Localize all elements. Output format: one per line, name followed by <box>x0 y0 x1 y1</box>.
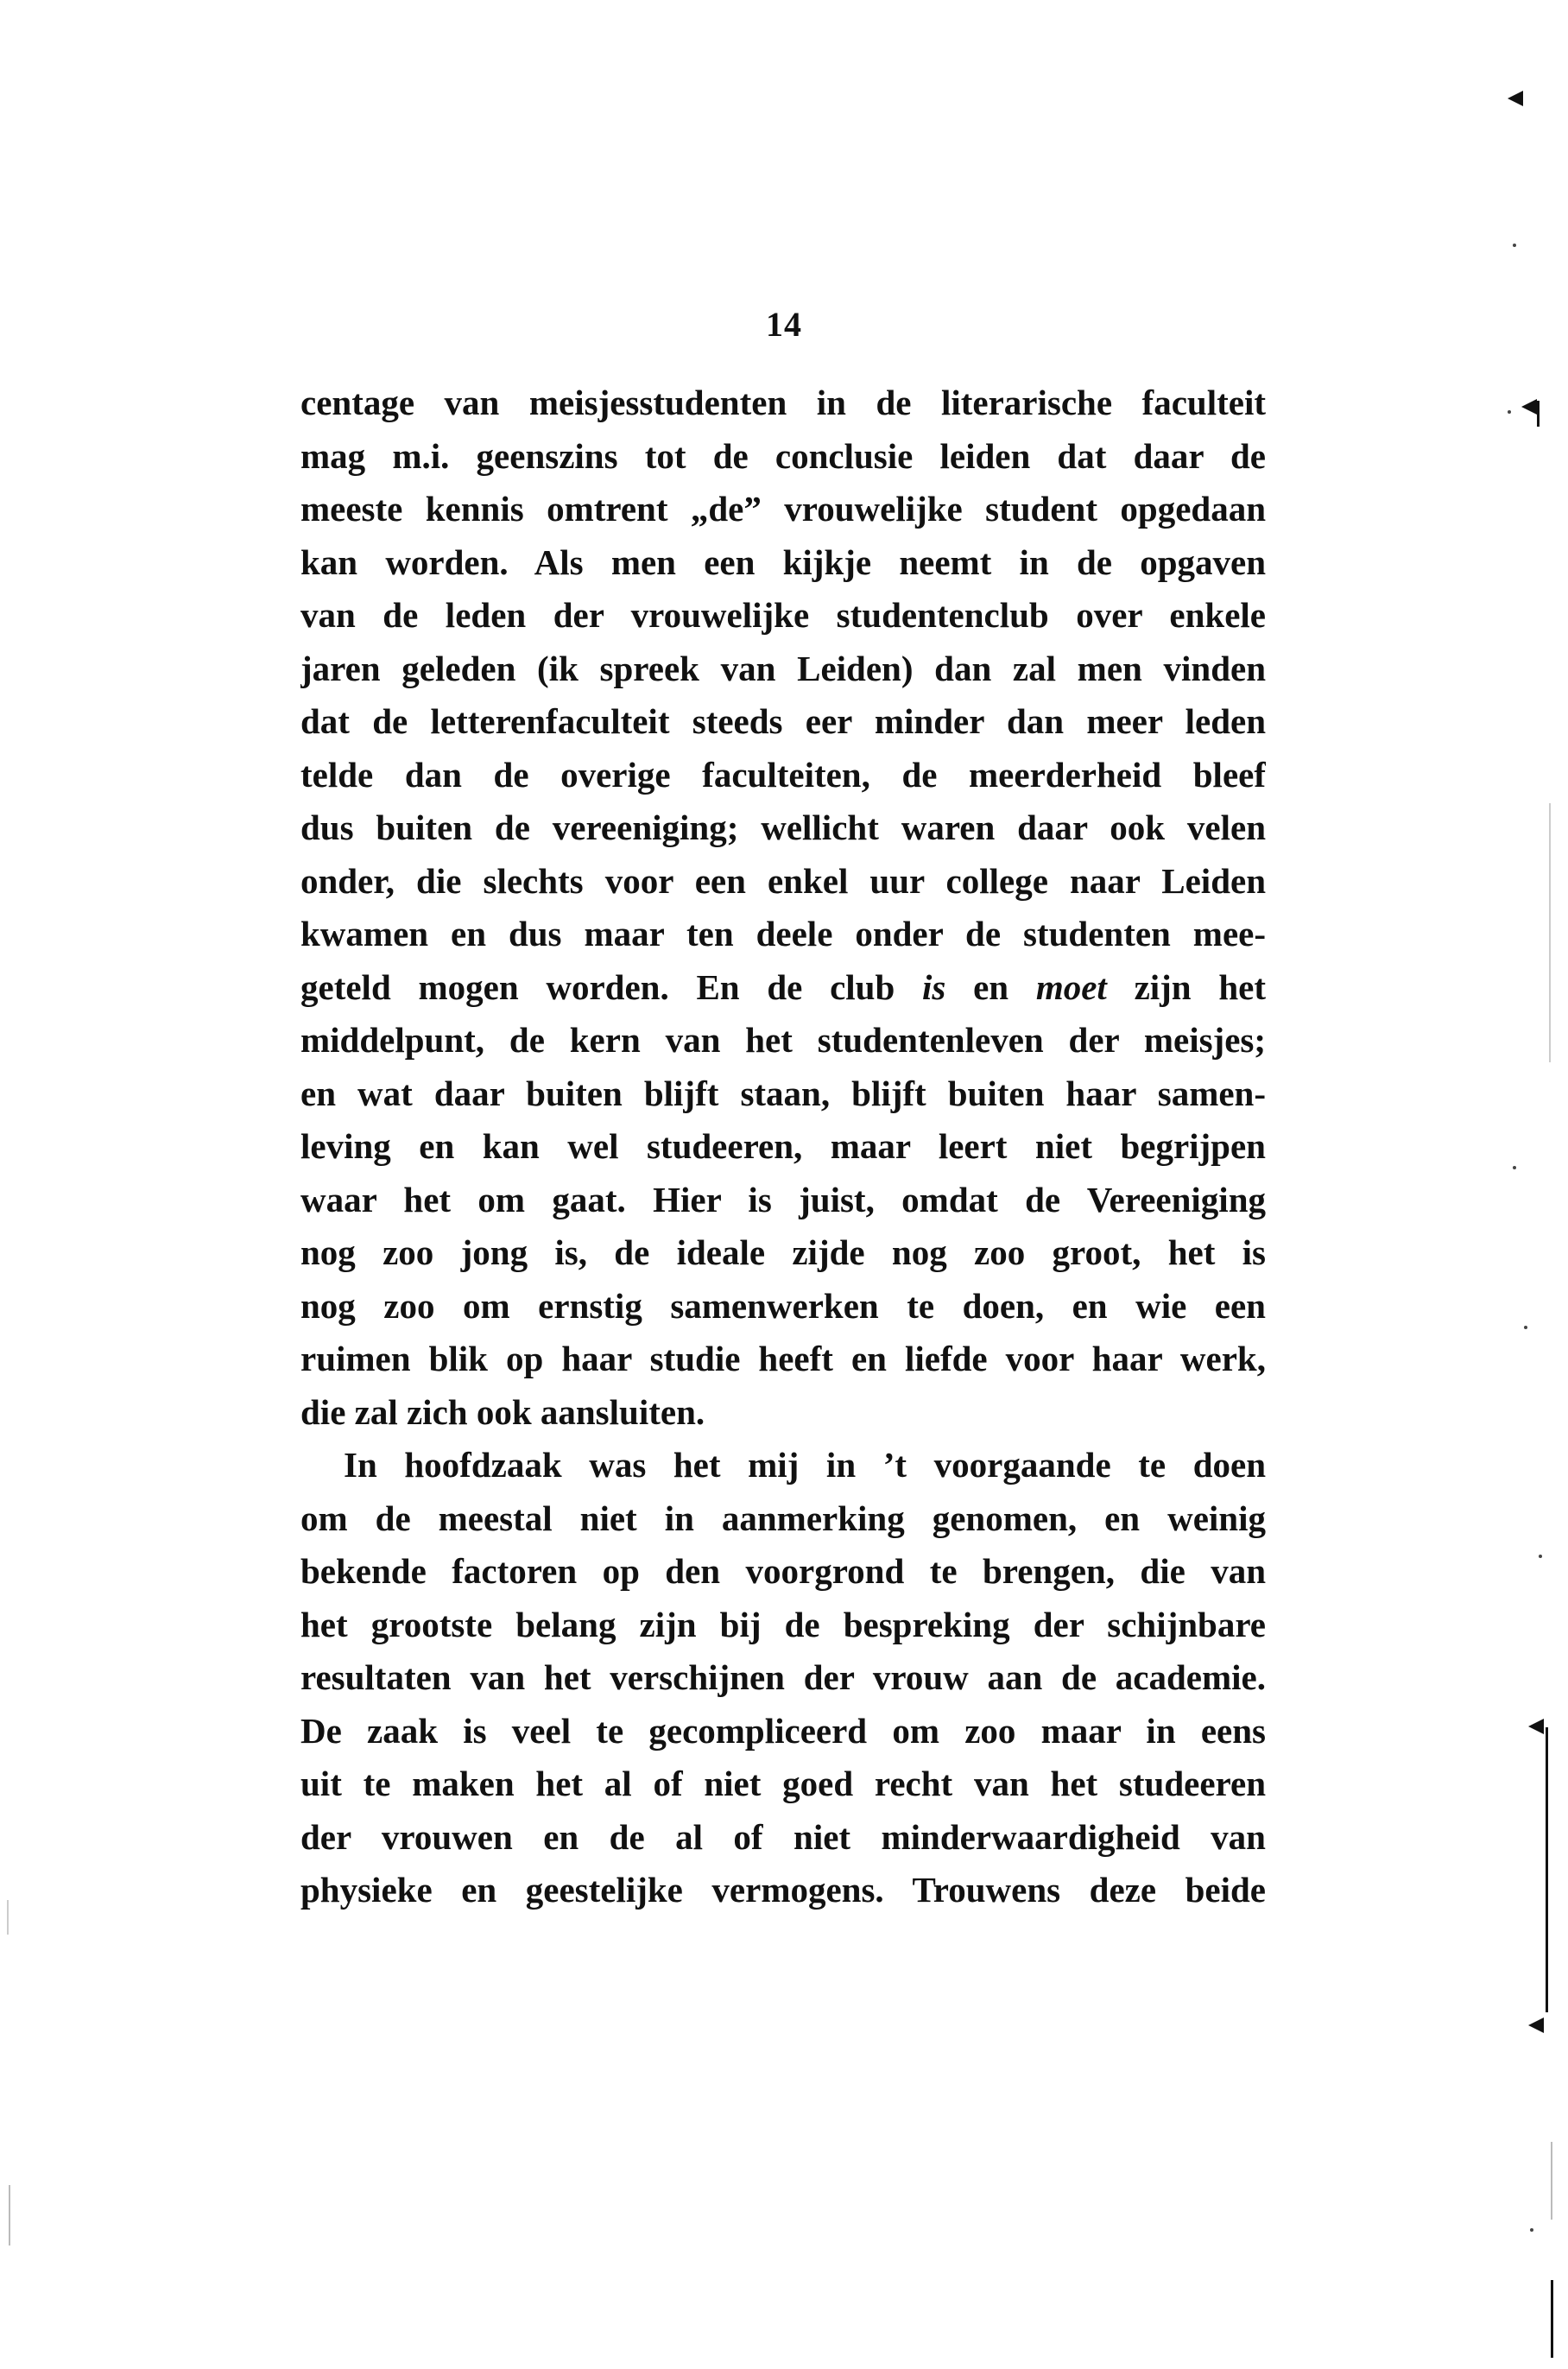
scan-dot <box>1530 2228 1533 2232</box>
text-line: resultaten van het verschijnen der vrouw aan de academie. <box>300 1657 1266 1697</box>
text-line: die zal zich ook aansluiten. <box>300 1391 705 1432</box>
scan-line <box>1551 2142 1552 2220</box>
text-line: kwamen en dus maar ten deele onder de studenten mee- <box>300 914 1266 953</box>
text-line: dus buiten de vereeniging; wellicht waren daar ook velen <box>300 808 1266 847</box>
scan-mark-icon <box>1528 2017 1544 2033</box>
scan-dot <box>1508 410 1511 414</box>
page-number: 14 <box>766 305 802 344</box>
emphasis-is: is <box>922 966 946 1007</box>
scan-line <box>1537 401 1540 427</box>
scan-dot <box>1539 1555 1542 1558</box>
text-line: nog zoo jong is, de ideale zijde nog zoo groot, het is <box>300 1232 1266 1272</box>
scan-mark-icon <box>1521 399 1537 415</box>
scan-line <box>1551 2280 1553 2358</box>
text-line: het grootste belang zijn bij de bespreking der schijnbare <box>300 1604 1266 1644</box>
scan-dot <box>1524 1326 1527 1329</box>
text-line: waar het om gaat. Hier is juist, omdat de Vereeniging <box>300 1179 1266 1219</box>
paragraph-2 <box>300 1439 1266 1917</box>
text-line: mag m.i. geenszins tot de conclusie leiden dat daar de <box>300 435 1266 476</box>
text-run: en <box>945 966 1036 1007</box>
scan-line <box>1549 803 1551 1062</box>
text-line: en wat daar buiten blijft staan, blijft buiten haar samen- <box>300 1073 1266 1113</box>
text-line: nog zoo om ernstig samenwerken te doen, en wie een <box>300 1285 1266 1326</box>
text-run: zijn het <box>1106 966 1266 1007</box>
text-line: om de meestal niet in aanmerking genomen, en weinig <box>300 1498 1266 1538</box>
scan-line <box>9 2185 10 2245</box>
text-line: ruimen blik op haar studie heeft en liefde voor haar werk, <box>300 1339 1266 1378</box>
emphasis-moet: moet <box>1035 966 1107 1007</box>
text-run: geteld mogen worden. En de club <box>300 966 923 1007</box>
text-line-with-emphasis <box>300 961 1266 1015</box>
text-line: dat de letterenfaculteit steeds eer minder dan meer leden <box>300 701 1266 741</box>
text-line: jaren geleden (ik spreek van Leiden) dan zal men vinden <box>300 648 1266 688</box>
text-line: meeste kennis omtrent „de” vrouwelijke student opgedaan <box>300 489 1266 529</box>
text-line: onder, die slechts voor een enkel uur college naar Leiden <box>300 860 1266 901</box>
text-line: der vrouwen en de al of niet minderwaardigheid van <box>300 1816 1266 1857</box>
scan-mark-icon <box>1528 1719 1544 1734</box>
paragraph-1 <box>300 377 1266 1439</box>
text-line: De zaak is veel te gecompliceerd om zoo maar in eens <box>300 1710 1266 1751</box>
text-line: leving en kan wel studeeren, maar leert niet begrijpen <box>300 1126 1266 1166</box>
text-line: van de leden der vrouwelijke studentenclub over enkele <box>300 595 1266 635</box>
text-line: centage van meisjesstudenten in de literarische faculteit <box>300 383 1266 422</box>
scan-dot <box>1513 244 1516 247</box>
text-line: physieke en geestelijke vermogens. Trouwens deze beide <box>300 1870 1266 1910</box>
scan-line <box>1546 1727 1548 2012</box>
text-line: telde dan de overige faculteiten, de meerderheid bleef <box>300 754 1266 795</box>
scan-line <box>7 1900 9 1935</box>
body-text <box>300 377 1266 1917</box>
text-line: uit te maken het al of niet goed recht van het studeeren <box>300 1764 1266 1803</box>
text-line: bekende factoren op den voorgrond te brengen, die van <box>300 1551 1266 1591</box>
scan-mark-icon <box>1508 91 1523 106</box>
text-line: In hoofdzaak was het mij in ’t voorgaande te doen <box>344 1445 1266 1485</box>
scan-dot <box>1513 1166 1516 1169</box>
text-line: middelpunt, de kern van het studentenleven der meisjes; <box>300 1020 1266 1060</box>
text-line: kan worden. Als men een kijkje neemt in de opgaven <box>300 542 1266 582</box>
